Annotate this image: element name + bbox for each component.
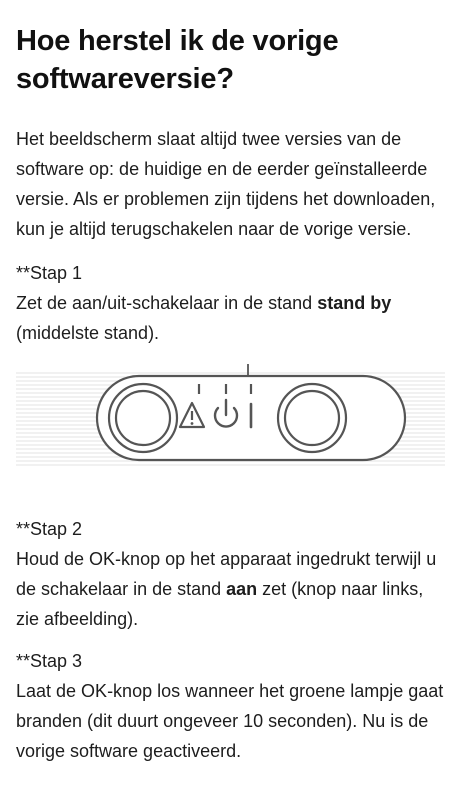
- intro-paragraph: Het beeldscherm slaat altijd twee versies van de software op: de huidige en de eerder geïnstalleerde versie. Als er problemen zijn tijdens het downloaden, kun je altijd terugschakelen naar de vorige versie.: [16, 129, 436, 239]
- step3-heading: **Stap 3: [16, 651, 83, 671]
- left-button: [109, 384, 177, 452]
- device-svg: [0, 364, 461, 488]
- step1-text: Zet de aan/uit-schakelaar in de stand stand by (middelste stand).: [16, 293, 392, 343]
- step2-text: Houd de OK-knop op het apparaat ingedrukt terwijl u de schakelaar in de stand aan zet (knop naar links, zie afbeelding).: [16, 549, 437, 629]
- step1-heading: **Stap 1: [16, 263, 83, 283]
- page-title: Hoe herstel ik de vorige softwareversie?: [16, 25, 339, 95]
- device-illustration: [0, 364, 461, 488]
- step2-bold: aan: [226, 579, 258, 599]
- step2-heading: **Stap 2: [16, 519, 83, 539]
- step1-bold: stand by: [317, 293, 392, 313]
- right-button: [278, 384, 346, 452]
- step3-text: Laat de OK-knop los wanneer het groene lampje gaat branden (dit duurt ongeveer 10 seconden). Nu is de vorige software geactiveerd.: [16, 681, 444, 761]
